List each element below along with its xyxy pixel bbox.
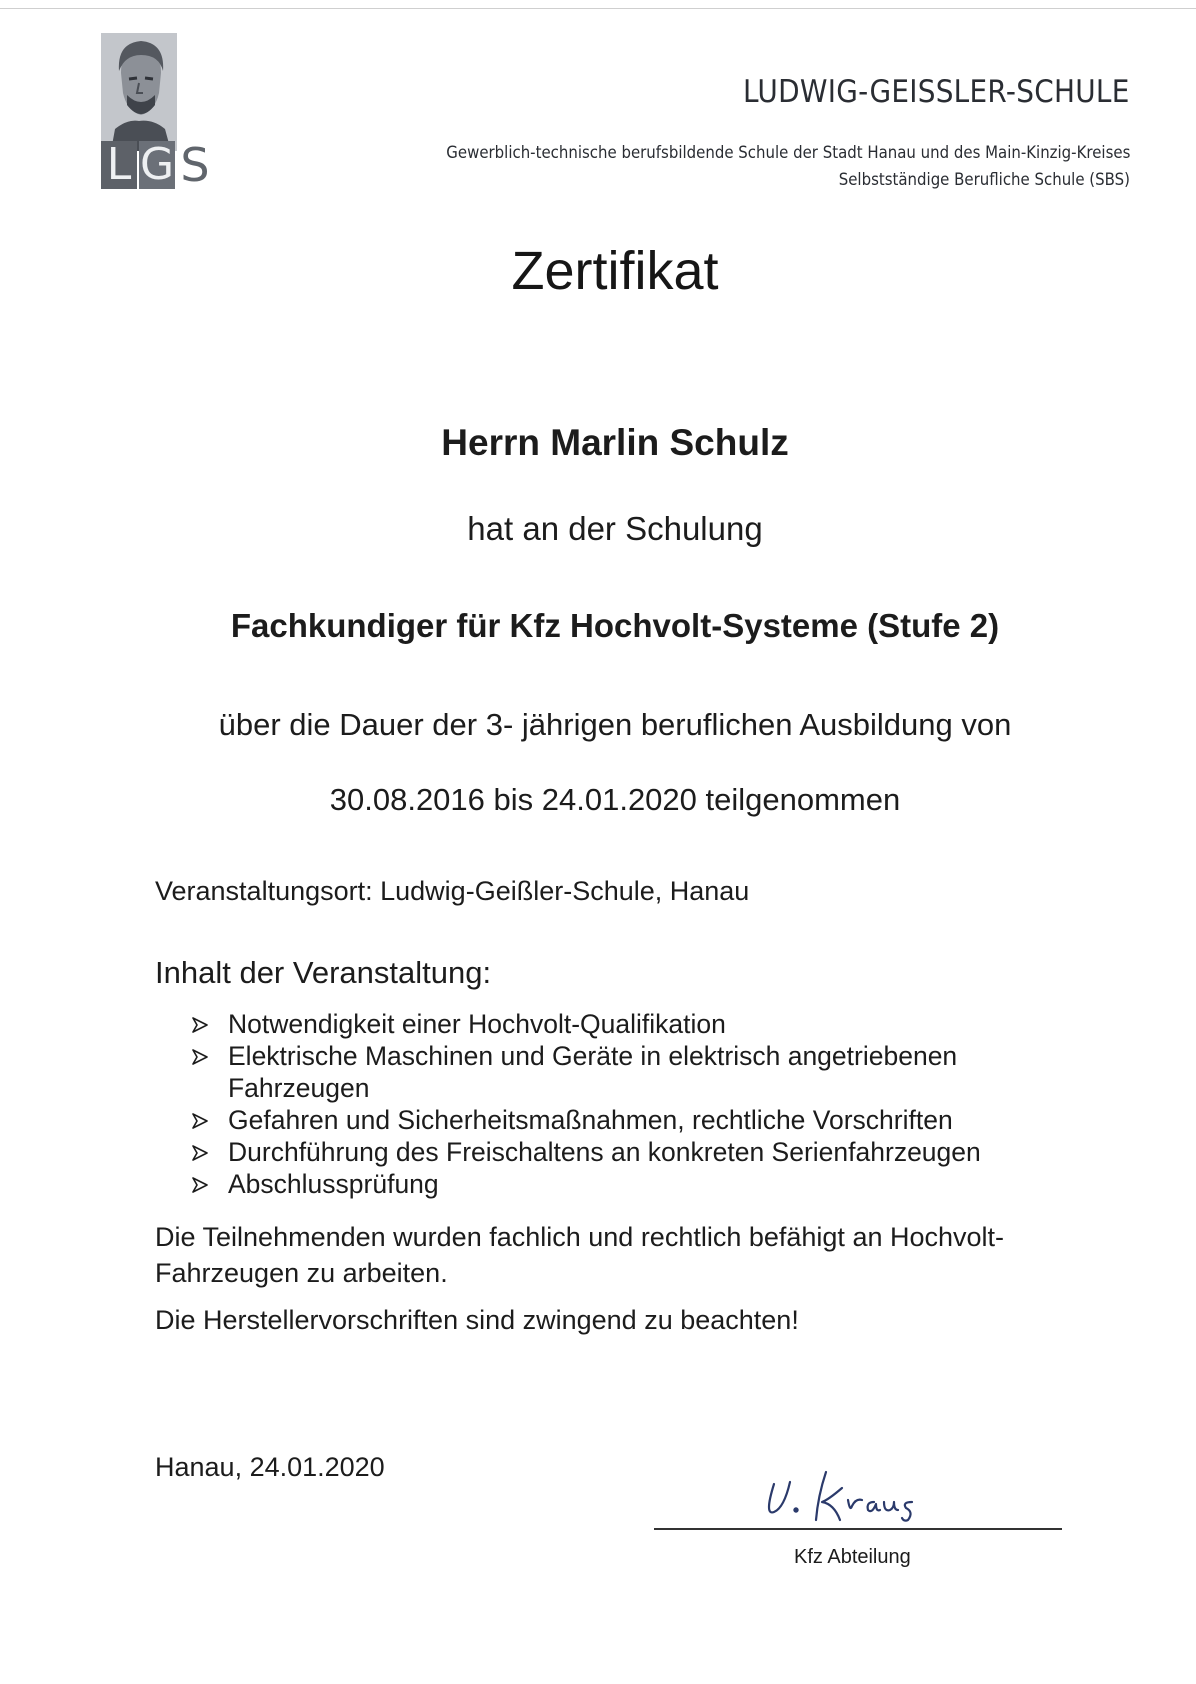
course-name: Fachkundiger für Kfz Hochvolt-Systeme (Stufe 2)	[230, 607, 1000, 644]
list-item	[192, 1008, 988, 1040]
list-item-text: Elektrische Maschinen und Geräte in elektrisch angetriebenen Fahrzeugen	[228, 1041, 958, 1103]
event-location: Veranstaltungsort: Ludwig-Geißler-Schule, Hanau	[155, 876, 750, 906]
duration-line: über die Dauer der 3- jährigen beruflichen Ausbildung von	[218, 707, 1012, 742]
content-heading: Inhalt der Veranstaltung:	[155, 955, 492, 990]
signature-image	[756, 1462, 956, 1524]
manufacturer-notice: Die Herstellervorschriften sind zwingend zu beachten!	[155, 1305, 799, 1335]
intro-line: hat an der Schulung	[467, 510, 763, 547]
list-item-text: Abschlussprüfung	[228, 1169, 439, 1199]
logo-letter-l: L	[101, 141, 137, 189]
school-name: LUDWIG-GEISSLER-SCHULE	[743, 74, 1130, 110]
arrow-bullet-icon	[192, 1049, 208, 1065]
arrow-bullet-icon	[192, 1113, 208, 1129]
recipient-name: Herrn Marlin Schulz	[441, 422, 789, 463]
logo-letter-s: S	[177, 141, 213, 189]
place-and-date: Hanau, 24.01.2020	[155, 1452, 385, 1482]
logo-letter-g: G	[139, 139, 175, 190]
arrow-bullet-icon	[192, 1017, 208, 1033]
portrait-icon	[101, 33, 177, 151]
closing-statement: Die Teilnehmenden wurden fachlich und rechtlich befähigt an Hochvolt-Fahrzeugen zu arbeiten.	[155, 1222, 1005, 1288]
certificate-title: Zertifikat	[511, 241, 719, 301]
logo-letters	[101, 138, 217, 192]
list-item-text: Notwendigkeit einer Hochvolt-Qualifikation	[228, 1009, 726, 1039]
list-item	[192, 1104, 988, 1136]
list-item	[192, 1136, 988, 1168]
arrow-bullet-icon	[192, 1177, 208, 1193]
list-item	[192, 1168, 988, 1200]
top-rule	[0, 8, 1196, 9]
dates-line: 30.08.2016 bis 24.01.2020 teilgenommen	[329, 782, 901, 817]
arrow-bullet-icon	[192, 1145, 208, 1161]
content-list	[192, 1008, 988, 1200]
school-subtitle-1: Gewerblich-technische berufsbildende Schule der Stadt Hanau und des Main-Kinzig-Kreises	[445, 143, 1130, 163]
list-item-text: Durchführung des Freischaltens an konkreten Serienfahrzeugen	[228, 1137, 981, 1167]
department-label: Kfz Abteilung	[794, 1546, 911, 1568]
list-item-text: Gefahren und Sicherheitsmaßnahmen, rechtliche Vorschriften	[228, 1105, 953, 1135]
school-logo	[101, 33, 217, 192]
signature-line	[654, 1528, 1062, 1530]
list-item	[192, 1040, 988, 1104]
school-subtitle-2: Selbstständige Berufliche Schule (SBS)	[838, 170, 1130, 190]
